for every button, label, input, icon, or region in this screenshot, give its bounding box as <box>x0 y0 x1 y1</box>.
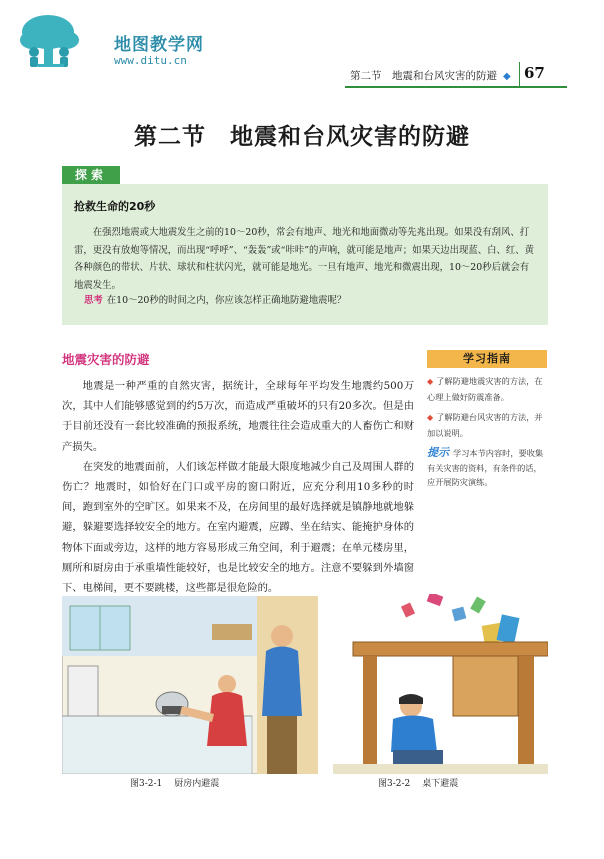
guide-tip: 提示 学习本节内容时，要收集有关灾害的资料，有条件的话，应开展防灾演练。 <box>427 446 544 487</box>
paragraph: 在突发的地震面前，人们该怎样做才能最大限度地减少自己及周围人群的伤亡？地震时，如恰好在门口或平房的窗口附近，应充分利用10多秒的时间，跑到室外的空旷区。如果来不及，在房间里的最好选择就是镇静地就地躲避，躲避要选择较安全的地方。在室内避震，应蹲、坐在结实、能掩护身体的物体下面或旁边，这样的地方容易形成三角空间，利于避震；在单元楼房里，厕所和厨房由于承重墙性能较好，也是比较安全的地方。注意不要躲到外墙窗下、电梯间，更不要跳楼，这些都是很危险的。 <box>62 460 414 595</box>
figure-title: 桌下避震 <box>422 779 459 789</box>
figure-caption <box>130 776 231 789</box>
header-rule <box>345 86 567 88</box>
explore-tag: 探索 <box>62 166 120 184</box>
tree-people-logo-icon <box>18 14 88 70</box>
header-divider <box>519 62 520 88</box>
figure-number: 图3-2-1 <box>130 779 163 789</box>
explore-text: 在强烈地震或大地震发生之前的10～20秒，常会有地声、地光和地面微动等先兆出现。如果没有刮风、打雷，更没有放炮等情况，而出现“呼呼”、“轰轰”或“咔咔”的声响，就可能是地声；如果天边出现蓝、白、红、黄各种颜色的带状、片状、球状和柱状闪光，就可能是地光。一旦有地声、地光和微震出现，10～20秒后就会有地震发生。 <box>74 227 535 291</box>
page-title: 第二节 地震和台风灾害的防避 <box>134 124 470 150</box>
paragraph: 地震是一种严重的自然灾害，据统计，全球每年平均发生地震约500万次，其中人们能够感觉到的约5万次，而造成严重破坏的只有20多次。但是由于目前还没有一套比较准确的预报系统，地震往往会造成重大的人畜伤亡和财产损失。 <box>62 380 414 453</box>
diamond-bullet-icon: ◆ <box>427 377 434 386</box>
under-desk-shelter-illustration <box>333 594 548 774</box>
section-heading: 地震灾害的防避 <box>62 352 150 367</box>
diamond-bullet-icon: ◆ <box>503 71 511 82</box>
site-logo <box>18 14 208 70</box>
logo-url: www.ditu.cn <box>114 54 187 67</box>
page-number: 67 <box>524 64 545 82</box>
logo-name: 地图教学网 <box>114 35 204 55</box>
running-header <box>350 68 511 83</box>
explore-box <box>62 184 548 325</box>
figure-title: 厨房内避震 <box>174 779 220 789</box>
diamond-bullet-icon: ◆ <box>427 413 434 422</box>
guide-item: ◆ 了解防避台风灾害的方法，并加以说明。 <box>427 412 543 438</box>
figure-number: 图3-2-2 <box>378 779 411 789</box>
study-guide <box>427 350 547 490</box>
figure-caption <box>378 776 470 789</box>
section-body <box>62 376 414 598</box>
question-label: 思考 <box>84 295 103 306</box>
tip-label: 提示 <box>427 446 449 459</box>
guide-item: ◆ 了解防避地震灾害的方法，在心理上做好防震准备。 <box>427 376 543 402</box>
explore-question <box>84 292 346 306</box>
kitchen-shelter-illustration <box>62 596 318 774</box>
running-title: 第二节 地震和台风灾害的防避 <box>350 70 497 82</box>
study-guide-heading: 学习指南 <box>427 350 547 368</box>
explore-subtitle: 抢救生命的20秒 <box>74 200 156 213</box>
question-text: 在10～20秒的时间之内，你应该怎样正确地防避地震呢？ <box>106 295 347 306</box>
